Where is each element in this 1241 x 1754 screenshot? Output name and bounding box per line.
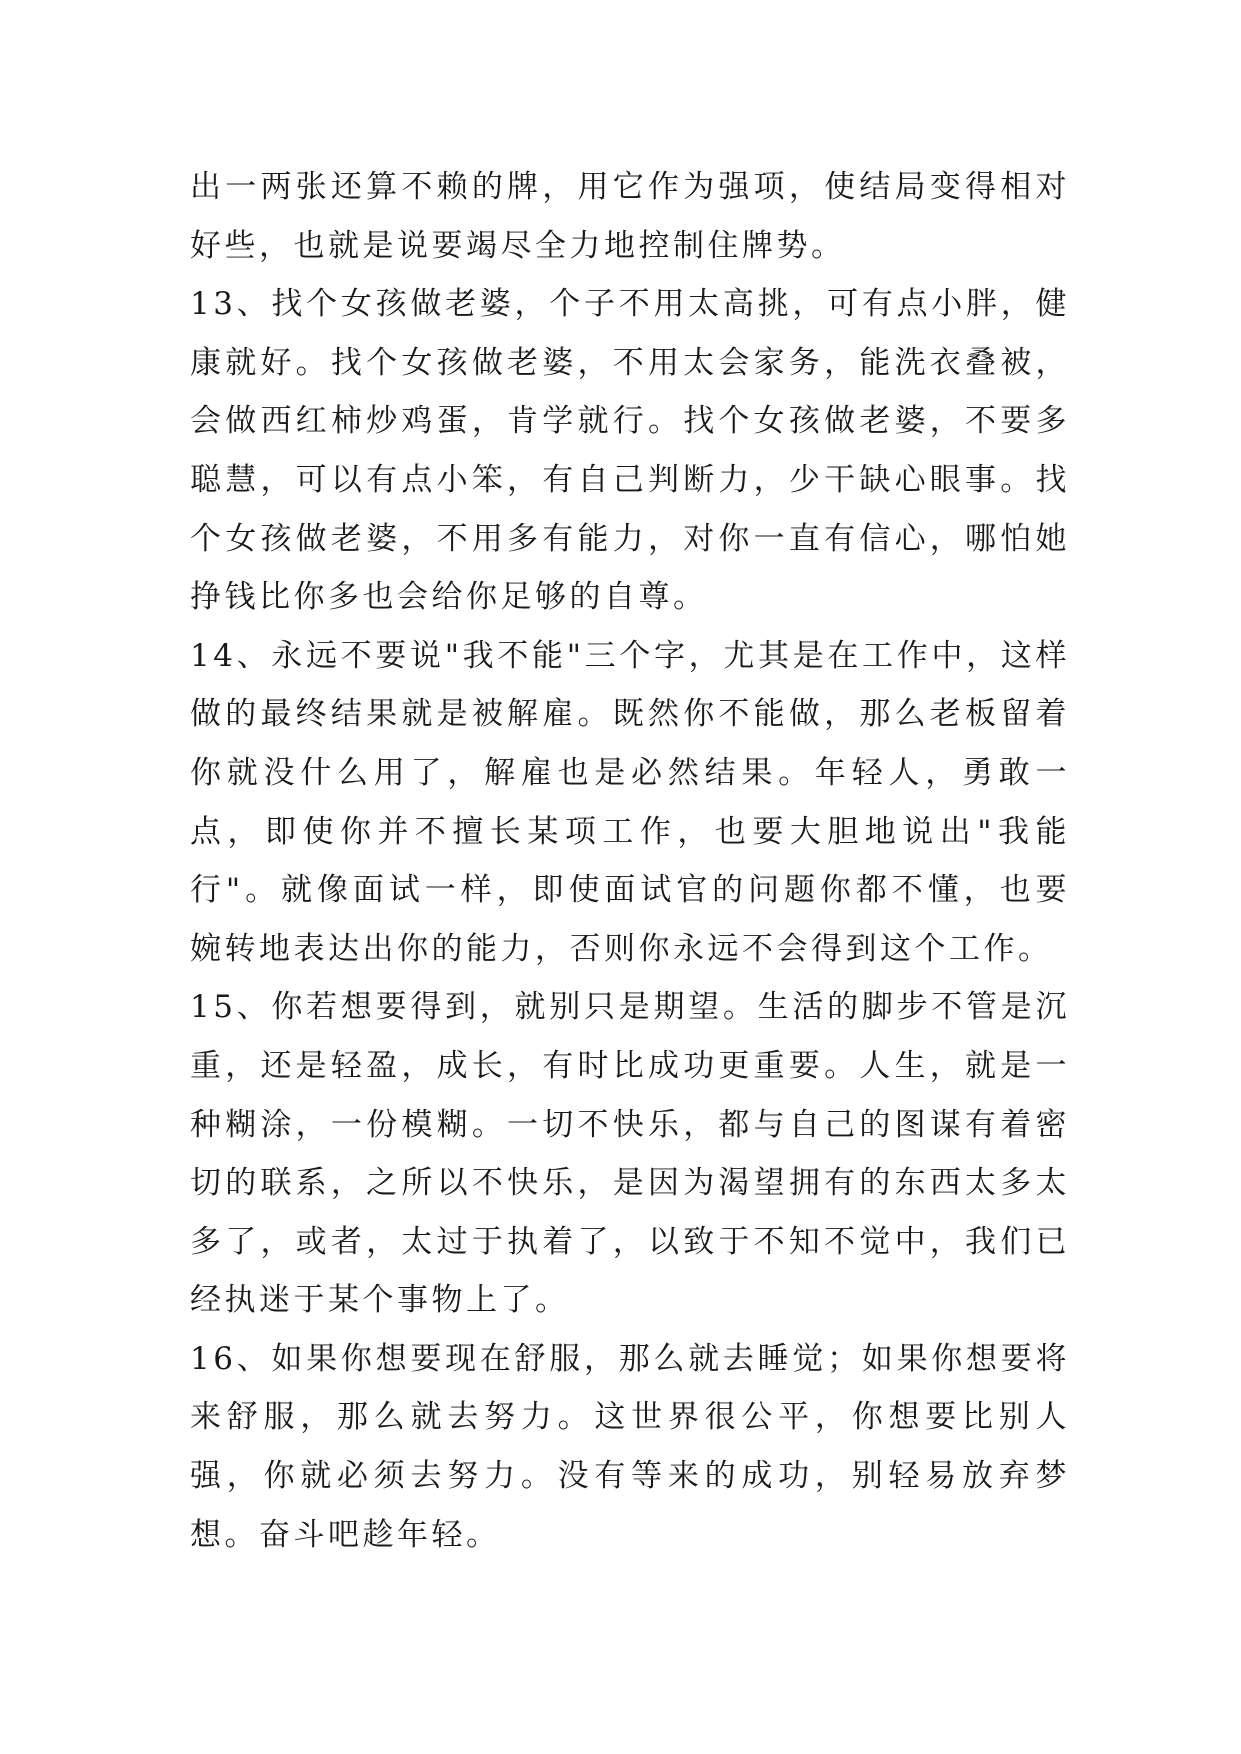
paragraph-16: 16、如果你想要现在舒服，那么就去睡觉；如果你想要将来舒服，那么就去努力。这世界很公平，你想要比别人强，你就必须去努力。没有等来的成功，别轻易放弃梦想。奋斗吧趁年轻。 [190, 1340, 1070, 1553]
paragraph-13: 13、找个女孩做老婆，个子不用太高挑，可有点小胖，健康就好。找个女孩做老婆，不用太会家务，能洗衣叠被，会做西红柿炒鸡蛋，肯学就行。找个女孩做老婆，不要多聪慧，可以有点小笨，有自己判断力，少干缺心眼事。找个女孩做老婆，不用多有能力，对你一直有信心，哪怕她挣钱比你多也会给你足够的自尊。 [190, 286, 1070, 616]
paragraph-15: 15、你若想要得到，就别只是期望。生活的脚步不管是沉重，还是轻盈，成长，有时比成功更重要。人生，就是一种糊涂，一份模糊。一切不快乐，都与自己的图谋有着密切的联系，之所以不快乐，是因为渴望拥有的东西太多太多了，或者，太过于执着了，以致于不知不觉中，我们已经执迷于某个事物上了。 [190, 989, 1070, 1319]
paragraph-12-continuation: 出一两张还算不赖的牌，用它作为强项，使结局变得相对好些，也就是说要竭尽全力地控制住牌势。 [190, 169, 1070, 264]
document-body [190, 158, 1070, 1564]
paragraph-14: 14、永远不要说"我不能"三个字，尤其是在工作中，这样做的最终结果就是被解雇。既然你不能做，那么老板留着你就没什么用了，解雇也是必然结果。年轻人，勇敢一点，即使你并不擅长某项工作，也要大胆地说出"我能行"。就像面试一样，即使面试官的问题你都不懂，也要婉转地表达出你的能力，否则你永远不会得到这个工作。 [190, 637, 1070, 967]
